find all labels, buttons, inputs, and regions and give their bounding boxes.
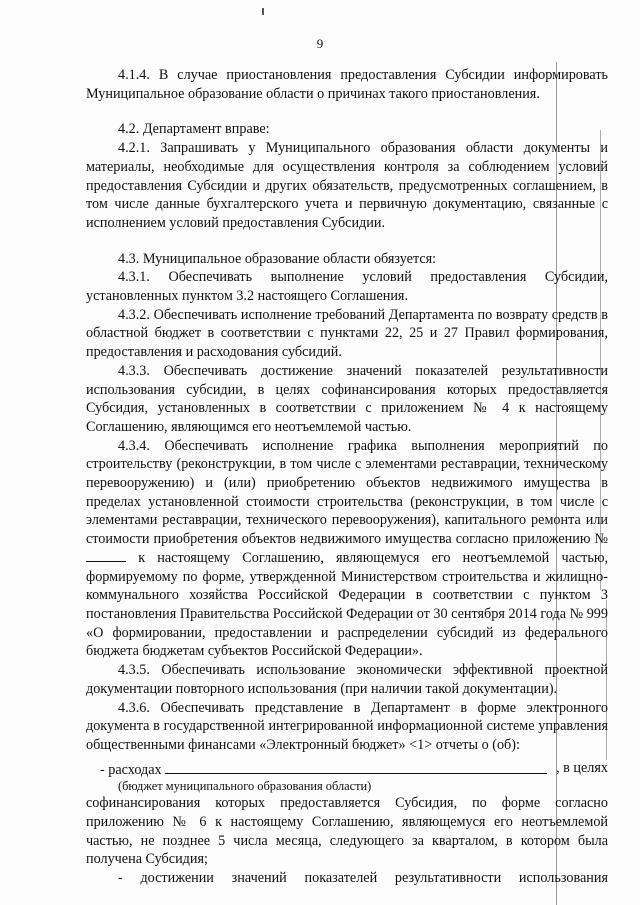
expenses-label: - расходах — [100, 761, 162, 778]
paragraph-4-1-4: 4.1.4. В случае приостановления предоставления Субсидии информировать Муниципальное образование области о причинах такого приостановления. — [86, 67, 608, 102]
expenses-line — [86, 759, 608, 780]
paragraph-4-3-4-part-b: к настоящему Соглашению, являющемуся его неотъемлемой частью, формируемому по форме, утвержденной Министерством строительства и жилищно-коммунального хозяйства Российской Федерации в соответствии с пунктом 3 постановления Правительства Российской Федерации от 30 сентября 2014 года № 999 «О формировании, предоставлении и распределении субсидий из федерального бюджета бюджетам субъектов Российской Федерации». — [86, 549, 609, 660]
paragraph-4-3-4-part-a: 4.3.4. Обеспечивать исполнение графика выполнения мероприятий по строительству (реконструкции, в том числе с элементами реставрации, техническому перевооружению) и (или) приобретению объектов недвижимого имущества в пределах установленной стоимости строительства (реконструкции, в том числе с элементами реставрации, технического перевооружения), капитального ремонта или стоимости приобретения объектов недвижимого имущества согласно приложению № — [86, 437, 608, 548]
document-body — [86, 66, 608, 888]
paragraph-achievement: - достижении значений показателей результативности использования — [118, 870, 608, 887]
page-number: 9 — [316, 36, 324, 51]
paragraph-4-3-4 — [86, 437, 608, 661]
paragraph-4-2-1: 4.2.1. Запрашивать у Муниципального образования области документы и материалы, необходимые для осуществления контроля за соблюдением условий предоставления Субсидии и других обязательств, предусмотренных соглашением, в том числе данные бухгалтерского учета и первичную документацию, связанные с исполнением условий предоставления Субсидии. — [86, 140, 608, 231]
scan-artifact-mark — [262, 8, 264, 15]
expenses-tail: , в целях — [556, 759, 608, 776]
blank-fill-line — [86, 549, 126, 562]
expenses-note: (бюджет муниципального образования области) — [118, 779, 372, 794]
paragraph-4-3: 4.3. Муниципальное образование области обязуется: — [118, 250, 437, 267]
paragraph-4-3-6: 4.3.6. Обеспечивать представление в Департамент в форме электронного документа в государственной интегрированной информационной системе управления общественными финансами «Электронный бюджет» <1> отчеты о (об): — [86, 699, 608, 753]
paragraph-4-3-2: 4.3.2. Обеспечивать исполнение требований Департамента по возврату средств в областной бюджет в соответствии с пунктами 22, 25 и 27 Правил формирования, предоставления и расходования субсидий. — [86, 306, 608, 361]
expenses-fill-line — [165, 759, 547, 774]
paragraph-4-3-3: 4.3.3. Обеспечивать достижение значений показателей результативности использования субсидии, в целях софинансирования которых предоставляется Субсидия, установленных в соответствии с приложением № 4 к настоящему Соглашению, являющимся его неотъемлемой частью. — [86, 362, 608, 435]
paragraph-4-2: 4.2. Департамент вправе: — [118, 121, 270, 138]
paragraph-4-3-5: 4.3.5. Обеспечивать использование экономически эффективной проектной документации повторного использования (при наличии такой документации). — [86, 662, 608, 697]
paragraph-cofinancing: софинансирования которых предоставляется Субсидия, по форме согласно приложению № 6 к настоящему Соглашению, являющемуся его неотъемлемой частью, не позднее 5 числа месяца, следующего за кварталом, в котором была получена Субсидия; — [86, 795, 608, 868]
paragraph-4-3-1: 4.3.1. Обеспечивать выполнение условий предоставления Субсидии, установленных пунктом 3.2 настоящего Соглашения. — [86, 269, 608, 305]
